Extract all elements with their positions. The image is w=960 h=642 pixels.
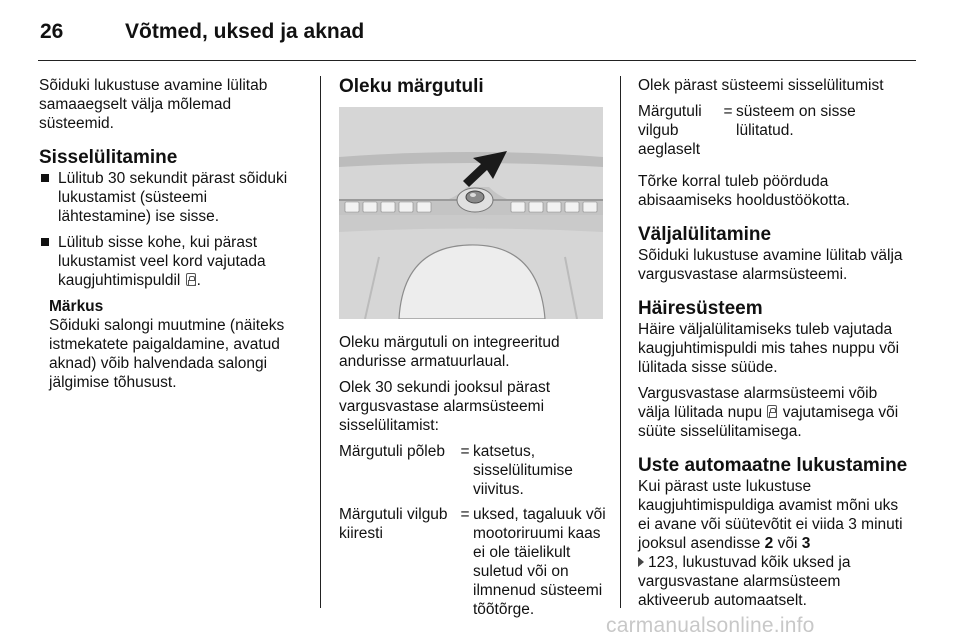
status-after-lead: Olek pärast süsteemi sisselülitumist (638, 77, 884, 94)
note-title: Märkus (49, 298, 104, 315)
status-term: Märgutuli põleb (339, 443, 445, 460)
column-2 (339, 76, 609, 632)
status-led-figure (339, 107, 603, 319)
note-block (39, 297, 301, 392)
key-fob-icon (186, 273, 196, 286)
status-table (339, 442, 609, 625)
square-bullet-icon (41, 174, 49, 182)
status-definition: katsetus, sisselülitumise viivitus. (473, 443, 573, 498)
alarm-paragraph-2 (638, 384, 908, 441)
page-header (40, 18, 920, 58)
status-led-dashboard-illustration (339, 107, 603, 319)
list-item-text: Lülitub 30 sekundit pärast sõiduki lukustamist (süsteemi lähtestamine) ise sisse. (58, 170, 288, 225)
status-definition: uksed, tagaluuk või mootoriruumi kaas ei ole täielikult suletud või on ilmnenud süsteemi tõõtõrge. (473, 506, 606, 618)
status-after-table (638, 102, 908, 165)
list-item-tail: . (196, 272, 201, 289)
column-divider-1 (320, 76, 321, 608)
square-bullet-icon (41, 238, 49, 246)
column-divider-2 (620, 76, 621, 608)
alarm-text-a: Vargusvastase alarmsüsteemi võib välja lülitada nupu (638, 385, 878, 421)
equals-sign: = (460, 506, 470, 523)
page-reference-arrow-icon (638, 557, 644, 567)
status-term: Märgutuli vilgub kiiresti (339, 506, 448, 542)
page-reference-link[interactable]: 123, lukustuvad kõik uksed ja vargusvastane alarmsüsteem aktiveerub automaatselt. (638, 554, 851, 609)
column-3 (638, 76, 908, 617)
list-item (39, 233, 301, 290)
table-row (339, 505, 609, 625)
status-intro: Olek 30 sekundi jooksul pärast vargusvastase alarmsüsteemi sisselülitamist: (339, 379, 551, 434)
error-paragraph: Tõrke korral tuleb pöörduda abisaamiseks hooldustöökotta. (638, 173, 850, 209)
list-item-text: Lülitub sisse kohe, kui pärast lukustamist veel kord vajutada kaugjuhtimispuldil (58, 234, 266, 289)
activation-list (39, 169, 301, 290)
column-1 (39, 76, 301, 399)
status-definition: süsteem on sisse lülitatud. (736, 103, 856, 139)
figure-caption: Oleku märgutuli on integreeritud andurisse armatuurlaual. (339, 334, 560, 370)
note-text: Sõiduki salongi muutmine (näiteks istmekatete paigaldamine, avatud aknad) võib halvendada salongi jälgimise tõhusust. (49, 317, 285, 391)
auto-relock-paragraph (638, 477, 908, 610)
equals-sign: = (723, 103, 733, 120)
section-heading-status-led: Oleku märgutuli (339, 76, 484, 97)
key-fob-icon (767, 405, 777, 418)
chapter-title: Võtmed, uksed ja aknad (125, 20, 365, 43)
section-heading-auto-relock: Uste automaatne lukustamine (638, 455, 908, 476)
section-heading-deactivation: Väljalülitamine (638, 224, 772, 245)
deactivation-paragraph: Sõiduki lukustuse avamine lülitab välja vargusvastase alarmsüsteemi. (638, 247, 903, 283)
relock-or: või (777, 535, 798, 552)
table-row (339, 442, 609, 505)
list-item (39, 169, 301, 226)
section-heading-alarm: Häiresüsteem (638, 298, 763, 319)
watermark: carmanualsonline.info (606, 614, 815, 637)
equals-sign: = (460, 443, 470, 460)
relock-text-a: Kui pärast uste lukustuse kaugjuhtimispuldiga avamist mõni uks ei avane või süütevõtit ei viida 3 minuti jooksul asendisse (638, 478, 903, 552)
alarm-text-b: vajutamisega või süüte sisselülitamisega. (638, 404, 899, 440)
alarm-paragraph: Häire väljalülitamiseks tuleb vajutada kaugjuhtimispuldi mis tahes nuppu või lülitada sisse süüde. (638, 321, 900, 376)
table-row (638, 102, 908, 165)
ignition-position-3: 3 (801, 535, 811, 552)
status-term: Märgutuli vilgub aeglaselt (638, 103, 702, 158)
intro-paragraph: Sõiduki lukustuse avamine lülitab samaaegselt välja mõlemad süsteemid. (39, 77, 268, 132)
page-number: 26 (40, 20, 64, 43)
header-divider (38, 60, 916, 61)
ignition-position-2: 2 (764, 535, 774, 552)
section-heading-activation: Sisselülitamine (39, 147, 178, 168)
